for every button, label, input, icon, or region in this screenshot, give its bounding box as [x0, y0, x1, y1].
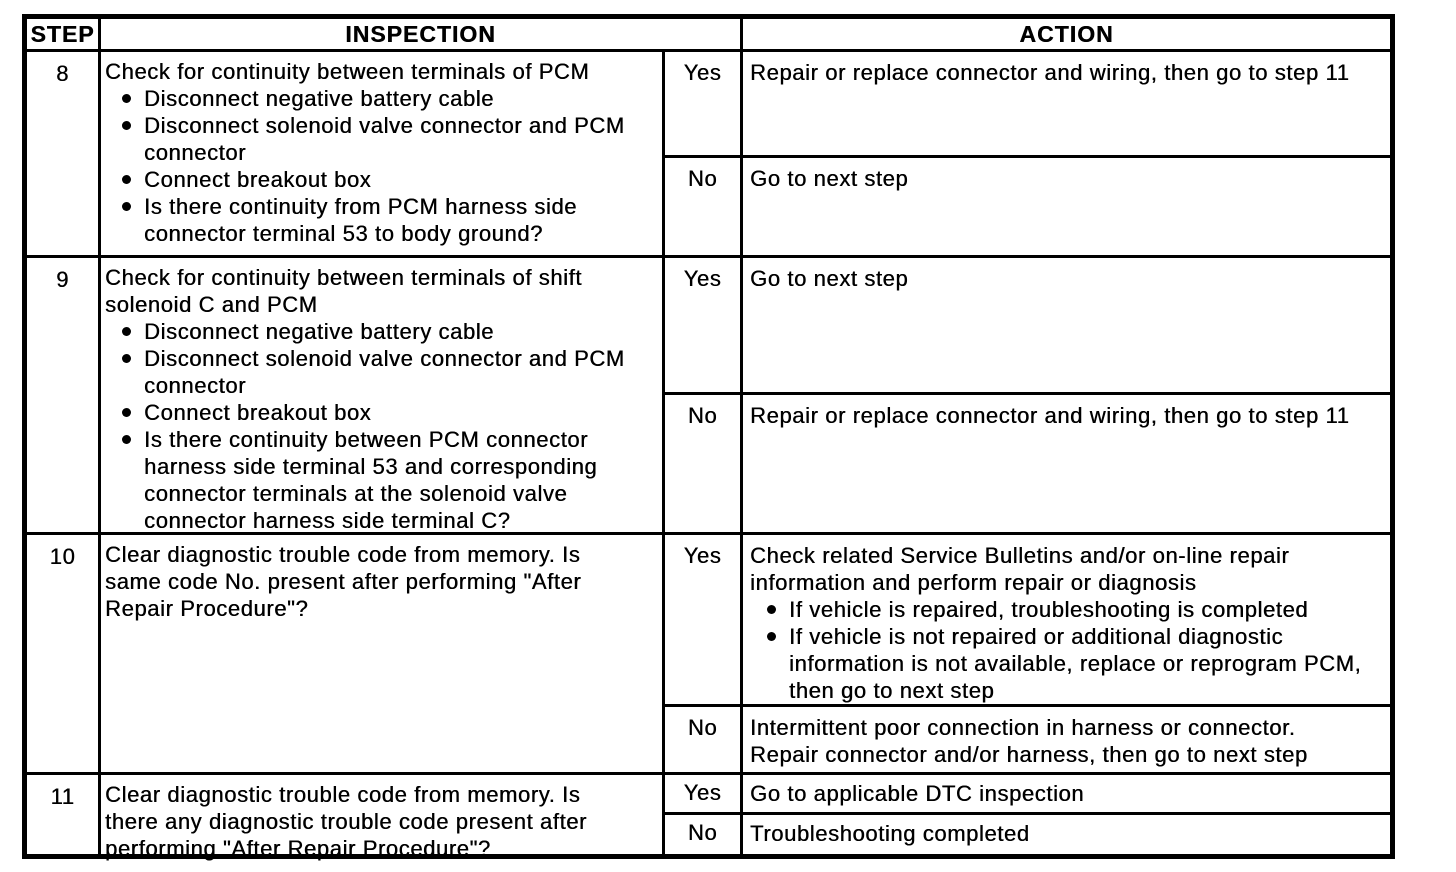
- bullet-item: [750, 596, 1362, 623]
- answer-label-no: No: [665, 395, 743, 532]
- inspection-question: Clear diagnostic trouble code from memory. Is there any diagnostic trouble code present after performing "After Repair Procedure"?: [105, 782, 587, 861]
- answer-label-yes: Yes: [665, 258, 743, 392]
- bullet-text: If vehicle is not repaired or additional diagnostic information is not available, replace or reprogram PCM, then go to next step: [789, 624, 1362, 703]
- action-text: Go to next step: [750, 166, 909, 191]
- bullet-icon: [122, 121, 131, 130]
- table-row-step-11: [27, 775, 1390, 861]
- bullet-icon: [767, 605, 776, 614]
- bullet-text: Is there continuity from PCM harness side connector terminal 53 to body ground?: [144, 194, 577, 246]
- bullet-icon: [122, 408, 131, 417]
- decision-branches: [665, 258, 1390, 532]
- inspection-cell: [101, 52, 665, 255]
- action-cell: [743, 815, 1390, 854]
- answer-label-no: No: [665, 158, 743, 255]
- action-text: Repair or replace connector and wiring, then go to step 11: [750, 60, 1350, 85]
- table-header-row: [27, 19, 1390, 52]
- inspection-question: Clear diagnostic trouble code from memory. Is same code No. present after performing "After Repair Procedure"?: [105, 542, 582, 621]
- action-text: Go to applicable DTC inspection: [750, 781, 1085, 806]
- column-header-step: STEP: [27, 19, 101, 49]
- bullet-item: [105, 85, 630, 112]
- troubleshooting-table: [22, 14, 1395, 859]
- action-cell: [743, 707, 1390, 772]
- bullet-icon: [122, 175, 131, 184]
- bullet-text: Disconnect negative battery cable: [144, 319, 494, 344]
- bullet-icon: [122, 94, 131, 103]
- action-cell: [743, 52, 1390, 155]
- answer-label-yes: Yes: [665, 52, 743, 155]
- bullet-item: [750, 623, 1362, 704]
- bullet-text: If vehicle is repaired, troubleshooting is completed: [789, 597, 1309, 622]
- bullet-icon: [122, 327, 131, 336]
- bullet-text: Connect breakout box: [144, 400, 372, 425]
- bullet-item: [105, 345, 630, 399]
- action-text: Repair or replace connector and wiring, then go to step 11: [750, 403, 1350, 428]
- action-cell: [743, 535, 1390, 704]
- column-header-inspection: INSPECTION: [101, 19, 743, 49]
- bullet-text: Connect breakout box: [144, 167, 372, 192]
- inspection-cell: [101, 535, 665, 772]
- answer-label-no: No: [665, 815, 743, 854]
- branch-no: [665, 815, 1390, 854]
- bullet-icon: [122, 202, 131, 211]
- step-number: 10: [27, 535, 101, 772]
- bullet-text: Disconnect negative battery cable: [144, 86, 494, 111]
- decision-branches: [665, 52, 1390, 255]
- branch-no: [665, 158, 1390, 255]
- bullet-item: [105, 193, 630, 247]
- table-row-step-10: [27, 535, 1390, 775]
- action-cell: [743, 158, 1390, 255]
- branch-yes: [665, 52, 1390, 158]
- branch-yes: [665, 775, 1390, 815]
- bullet-item: [105, 166, 630, 193]
- bullet-item: [105, 399, 630, 426]
- bullet-icon: [767, 632, 776, 641]
- bullet-icon: [122, 435, 131, 444]
- inspection-cell: [101, 258, 665, 532]
- step-number: 9: [27, 258, 101, 532]
- decision-branches: [665, 535, 1390, 772]
- action-text: Check related Service Bulletins and/or on-line repair information and perform repair or diagnosis: [750, 543, 1290, 595]
- action-cell: [743, 258, 1390, 392]
- step-number: 8: [27, 52, 101, 255]
- decision-branches: [665, 775, 1390, 854]
- action-text: Intermittent poor connection in harness or connector. Repair connector and/or harness, then go to next step: [750, 715, 1308, 767]
- table-row-step-8: [27, 52, 1390, 258]
- bullet-item: [105, 318, 630, 345]
- branch-yes: [665, 258, 1390, 395]
- bullet-item: [105, 426, 630, 534]
- column-header-action: ACTION: [1019, 21, 1114, 47]
- bullet-text: Disconnect solenoid valve connector and PCM connector: [144, 346, 625, 398]
- inspection-cell: [101, 775, 665, 861]
- answer-label-no: No: [665, 707, 743, 772]
- branch-yes: [665, 535, 1390, 707]
- inspection-question: Check for continuity between terminals of shift solenoid C and PCM: [105, 265, 582, 317]
- action-text: Troubleshooting completed: [750, 821, 1030, 846]
- branch-no: [665, 707, 1390, 772]
- action-cell: [743, 775, 1390, 812]
- bullet-text: Disconnect solenoid valve connector and PCM connector: [144, 113, 625, 165]
- bullet-icon: [122, 354, 131, 363]
- action-text: Go to next step: [750, 266, 909, 291]
- step-number: 11: [27, 775, 101, 854]
- table-row-step-9: [27, 258, 1390, 535]
- branch-no: [665, 395, 1390, 532]
- answer-label-yes: Yes: [665, 775, 743, 812]
- bullet-text: Is there continuity between PCM connector harness side terminal 53 and corresponding connector terminals at the solenoid valve connector harness side terminal C?: [144, 427, 598, 533]
- bullet-item: [105, 112, 630, 166]
- action-cell: [743, 395, 1390, 532]
- inspection-question: Check for continuity between terminals of PCM: [105, 59, 590, 84]
- answer-label-yes: Yes: [665, 535, 743, 704]
